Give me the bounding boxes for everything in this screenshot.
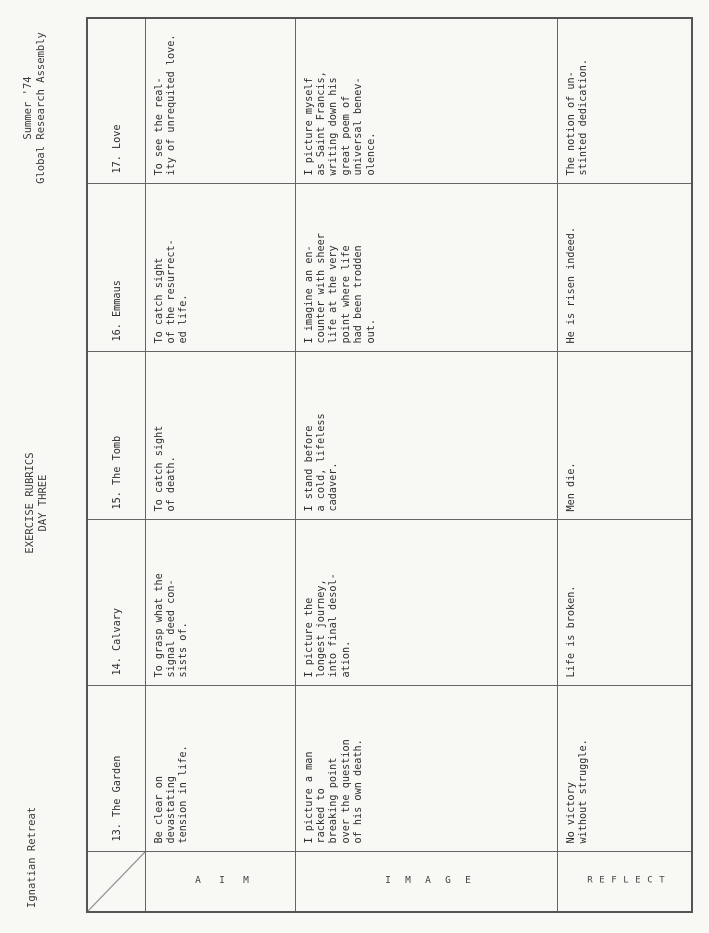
image-cell-love: I picture myself as Saint Francis, writing down his great poem of universal benev- olence. [295,18,557,184]
column-title-emmaus: 16. Emmaus [87,184,145,352]
column-title-tomb: 15. The Tomb [87,352,145,520]
session-info-line2: Global Research Assembly [35,32,47,184]
aim-cell-love: To see the real- ity of unrequited love. [145,18,295,184]
row-label-reflect [557,852,692,912]
reflect-row [557,18,692,912]
aim-cell-garden: Be clear on devastating tension in life. [145,686,295,852]
row-label-letter: R [587,875,593,886]
row-label-aim [145,852,295,912]
column-title-garden: 13. The Garden [87,686,145,852]
session-info [22,23,48,193]
reflect-cell-love: The notion of un- stinted dedication. [557,18,692,184]
row-label-letter: A [425,874,431,886]
row-label-letter: T [659,875,665,886]
aim-cell-calvary: To grasp what the signal deed con- sists of. [145,520,295,686]
row-label-letter: E [465,874,471,886]
exercise-title-line2: DAY THREE [37,474,49,532]
row-label-letter: C [647,875,653,886]
column-title-love: 17. Love [87,18,145,184]
session-info-line1: Summer '74 [22,76,34,140]
corner-cell [87,852,145,912]
column-title-calvary: 14. Calvary [87,520,145,686]
row-label-letter: M [405,874,411,886]
aim-cell-emmaus: To catch sight of the resurrect- ed life. [145,184,295,352]
image-cell-garden: I picture a man racked to breaking point over the question of his own death. [295,686,557,852]
row-label-letter: E [635,875,641,886]
rubric-table [86,17,693,913]
aim-row [145,18,295,912]
row-label-letter: L [623,875,629,886]
row-label-letter: G [445,874,451,886]
row-label-letter: I [219,874,225,886]
image-row [295,18,557,912]
row-label-letter: M [243,874,249,886]
image-cell-emmaus: I imagine an en- counter with sheer life at the very point where life had been trodden out. [295,184,557,352]
exercise-title [24,433,50,573]
reflect-cell-emmaus: He is risen indeed. [557,184,692,352]
header-row [87,18,145,912]
row-label-letter: E [599,875,605,886]
row-label-letter: F [611,875,617,886]
image-cell-calvary: I picture the longest journey, into final desol- ation. [295,520,557,686]
exercise-title-line1: EXERCISE RUBRICS [24,452,36,554]
row-label-letter: A [195,874,201,886]
row-label-letter: I [385,874,391,886]
reflect-cell-garden: No victory without struggle. [557,686,692,852]
image-cell-tomb: I stand before a cold, lifeless cadaver. [295,352,557,520]
aim-cell-tomb: To catch sight of death. [145,352,295,520]
reflect-cell-tomb: Men die. [557,352,692,520]
reflect-cell-calvary: Life is broken. [557,520,692,686]
row-label-image [295,852,557,912]
retreat-title: Ignatian Retreat [26,806,38,908]
